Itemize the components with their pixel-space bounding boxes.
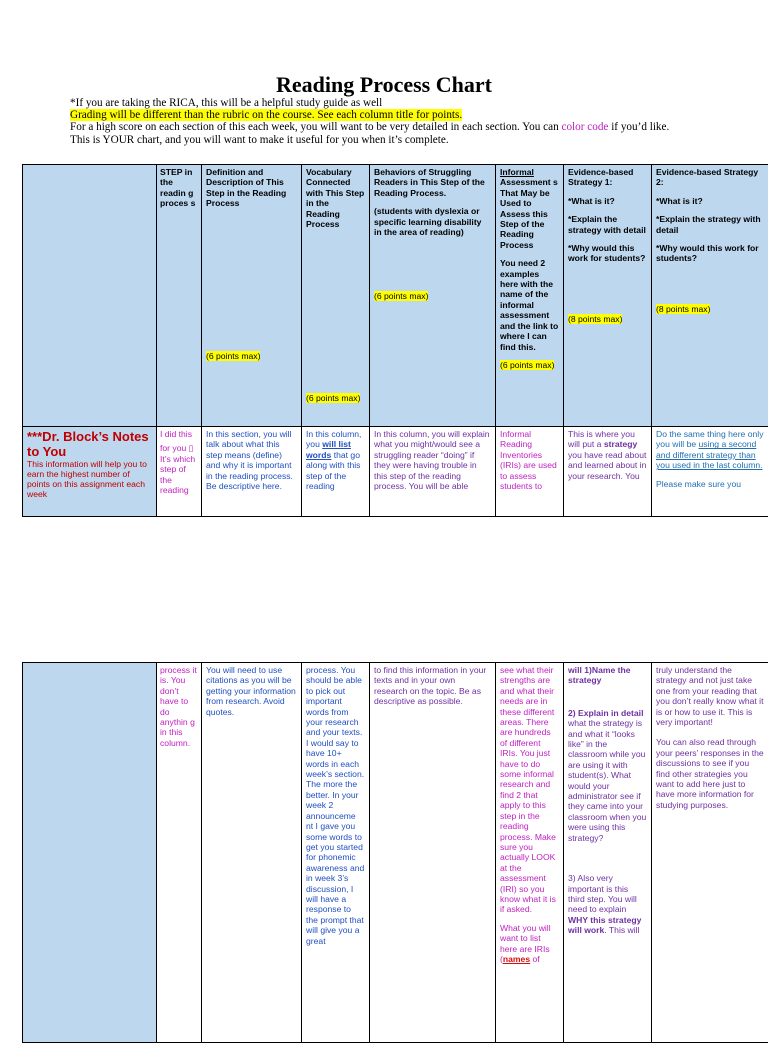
strategy1-points-badge: (8 points max) <box>568 314 622 324</box>
header-informal-title-rest: Assessment s That May be Used to Assess this Step of the Reading Process <box>500 177 558 249</box>
notes-step-c: It’s which step of the reading <box>160 454 199 496</box>
informal-points-badge: (6 points max) <box>500 360 554 370</box>
header-informal <box>496 165 564 427</box>
notes-definition-cell: In this section, you will talk about what this step means (define) and why it is important in the reading process. Be descriptive here. <box>202 427 302 517</box>
intro-line-rica: *If you are taking the RICA, this will be a helpful study guide as well <box>70 97 760 109</box>
header-vocabulary-title: Vocabulary Connected with This Step in the Reading Process <box>306 167 365 229</box>
header-step: STEP in the readin g proces s <box>157 165 202 427</box>
header-strategy2-q2: *Explain the strategy with detail <box>656 214 764 235</box>
continued-strategy1-c2: WHY this strategy will work <box>568 915 641 935</box>
notes-vocab-underlined: will list words <box>306 439 351 459</box>
header-strategy2-q3: *Why would this work for students? <box>656 243 764 264</box>
continued-strategy1-b2: detail <box>621 708 643 718</box>
continued-strategy1-c-line <box>568 873 647 935</box>
informal-underlined: Informal <box>500 167 534 177</box>
grading-highlight: Grading will be different than the rubric on the course. See each column title for points. <box>70 109 462 121</box>
intro-line-your-chart: This is YOUR chart, and you will want to make it useful for you when it’s complete. <box>70 134 760 146</box>
continued-strategy1-cell <box>564 663 652 1043</box>
continued-strategy2-cell <box>652 663 768 1043</box>
header-blank-cell <box>23 165 157 427</box>
header-strategy1-q3: *Why would this work for students? <box>568 243 647 264</box>
notes-vocab-a: In this column, you <box>306 429 361 449</box>
continued-blank-cell <box>23 663 157 1043</box>
notes-body: This information will help you to earn the highest number of points on this assignment each week <box>27 459 152 499</box>
header-definition-title: Definition and Description of This Step in the Reading Process <box>206 167 297 209</box>
header-strategy2-q1: *What is it? <box>656 196 764 206</box>
header-informal-sub: You need 2 examples here with the name of the informal assessment and the link to where I can find this. <box>500 258 559 352</box>
strategy2-points-badge: (8 points max) <box>656 304 710 314</box>
intro-line-detail-end: if you’d like. <box>608 121 669 133</box>
behaviors-points-badge: (6 points max) <box>374 291 428 301</box>
header-strategy1-q1: *What is it? <box>568 196 647 206</box>
notes-strategy1-c: you have read about and learned about in your research. You <box>568 450 646 481</box>
notes-informal-cell: Informal Reading Inventories (IRIs) are used to assess students to <box>496 427 564 517</box>
continued-vocabulary-cell: process. You should be able to pick out important words from your research and your texts. I would say to have 10+ words in each week’s section. The more the better. In your week 2 announceme nt I gave you some words to get you started for phonemic awareness and in week 3’s discussion, I will have a response to the prompt that will give you a great <box>302 663 370 1043</box>
continued-informal-cell <box>496 663 564 1043</box>
header-informal-title <box>500 167 559 250</box>
continued-informal-names: names <box>503 954 530 964</box>
header-behaviors-title: Behaviors of Struggling Readers in This Step of the Reading Process. <box>374 167 491 198</box>
vocabulary-points-badge: (6 points max) <box>306 393 360 403</box>
header-definition <box>202 165 302 427</box>
color-code-text: color code <box>561 121 608 133</box>
header-strategy1-title: Evidence-based Strategy 1: <box>568 167 647 188</box>
notes-title: ***Dr. Block’s Notes to You <box>27 429 152 459</box>
intro-line-grading <box>70 109 760 121</box>
notes-vocab-b: that go along with this step of the reading <box>306 450 360 491</box>
reading-process-table-continued <box>22 662 768 1043</box>
notes-strategy2-c: Please make sure you <box>656 479 764 489</box>
header-vocabulary <box>302 165 370 427</box>
continued-informal-b: What you will want to list here are IRIs ( <box>500 923 551 964</box>
notes-strategy2-underlined: using a second and different strategy than you used in the last column. <box>656 439 763 470</box>
notes-row <box>23 427 768 517</box>
continued-row <box>23 663 768 1043</box>
header-behaviors <box>370 165 496 427</box>
notes-step-b: for you ▯ <box>160 443 199 453</box>
continued-strategy1-c1: 3) Also very important is this third step. You will need to explain <box>568 873 637 914</box>
definition-points-badge: (6 points max) <box>206 351 260 361</box>
notes-step-cell <box>157 427 202 517</box>
header-row <box>23 165 768 427</box>
continued-strategy1-b-line <box>568 708 647 843</box>
notes-strategy2-cell <box>652 427 768 517</box>
continued-informal-c: of <box>530 954 540 964</box>
intro-text <box>70 97 760 146</box>
notes-title-cell <box>23 427 157 517</box>
continued-behaviors-cell: to find this information in your texts and in your own research on the topic. Be as descriptive as possible. <box>370 663 496 1043</box>
notes-strategy1-a: This is where you will put a <box>568 429 635 449</box>
continued-informal-a: see what their strengths are and what their needs are in these different areas. There are hundreds of different IRIs. You just have to do some informal research and find 2 that apply to this step in the reading process. Make sure you actually LOOK at the assessment (IRI) so you know what it is if asked. <box>500 665 559 915</box>
page-title: Reading Process Chart <box>0 72 768 98</box>
continued-informal-b-line <box>500 923 559 965</box>
continued-strategy1-b1: 2) Explain in <box>568 708 621 718</box>
notes-strategy1-b: strategy <box>604 439 637 449</box>
continued-strategy1-b3: what the strategy is and what it “looks like” in the classroom while you are using it with student(s). What would your administrator see if they came into your classroom when you were using this strategy? <box>568 718 646 842</box>
continued-strategy1-a: will 1)Name the strategy <box>568 665 647 686</box>
continued-strategy1-c3: . This will <box>604 925 639 935</box>
reading-process-table <box>22 164 768 517</box>
continued-strategy2-b: You can also read through your peers’ responses in the discussions to see if you find other strategies you want to add here just to have more information for studying purposes. <box>656 737 764 810</box>
intro-line-detail <box>70 121 760 133</box>
notes-vocabulary-cell <box>302 427 370 517</box>
notes-strategy2-a: Do the same thing here only you will be <box>656 429 764 449</box>
header-behaviors-sub: (students with dyslexia or specific learning disability in the area of reading) <box>374 206 491 237</box>
header-strategy1 <box>564 165 652 427</box>
continued-strategy2-a: truly understand the strategy and not just take one from your reading that you don’t really know what it is or how to use it. This is very important! <box>656 665 764 727</box>
header-strategy2-title: Evidence-based Strategy 2: <box>656 167 764 188</box>
continued-step-cell: process it is. You don’t have to do anythin g in this column. <box>157 663 202 1043</box>
header-strategy2 <box>652 165 768 427</box>
intro-line-detail-text: For a high score on each section of this each week, you will want to be very detailed in each section. You can <box>70 121 561 133</box>
continued-definition-cell: You will need to use citations as you will be getting your information from research. Avoid quotes. <box>202 663 302 1043</box>
notes-behaviors-cell: In this column, you will explain what you might/would see a struggling reader “doing” if they were having trouble in this step of the reading process. You will be able <box>370 427 496 517</box>
notes-step-a: I did this <box>160 429 199 439</box>
header-strategy1-q2: *Explain the strategy with detail <box>568 214 647 235</box>
notes-strategy1-cell <box>564 427 652 517</box>
